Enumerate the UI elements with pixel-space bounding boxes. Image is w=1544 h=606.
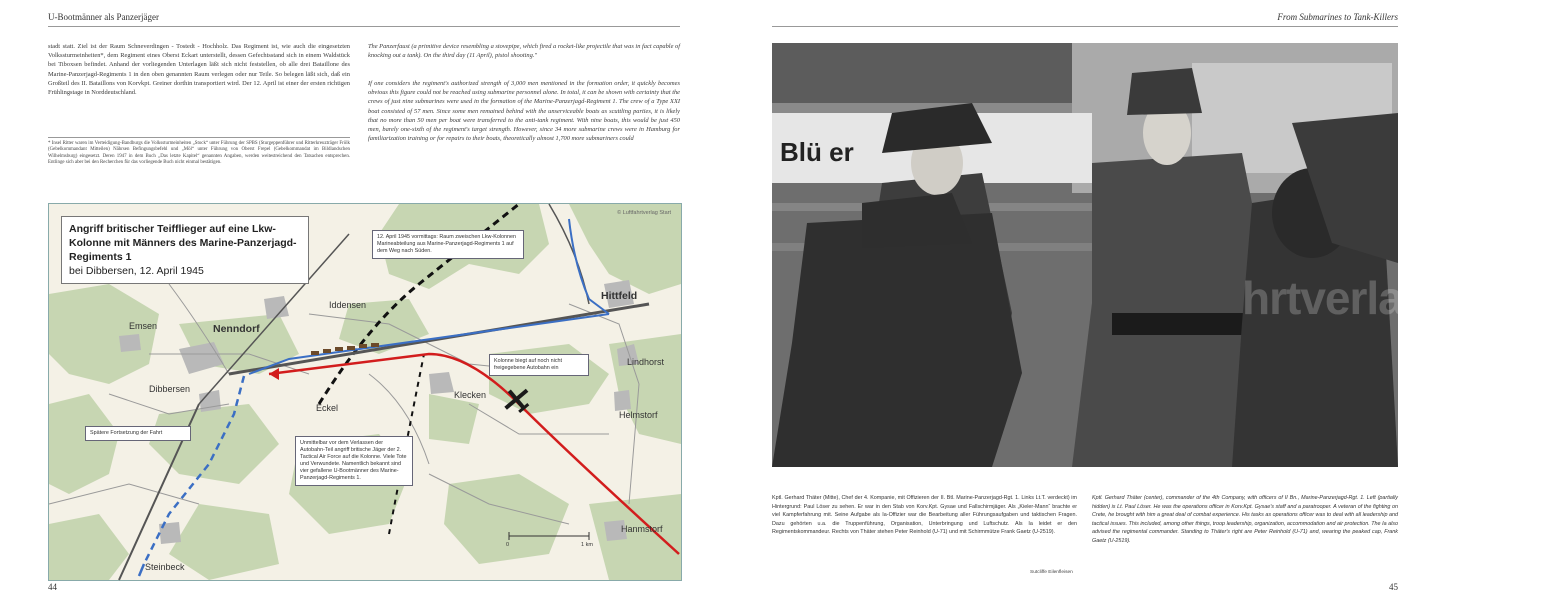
watermark-text: hrtverlag-Start <box>1242 272 1544 324</box>
photo-credit: Sutcliffe Eilenfleisen <box>1030 570 1073 575</box>
left-header-rule <box>48 26 680 27</box>
footnote-text: * Insel Ritter waren im Verteidigung-Bandburgs die Volkssturmeinheiten „Stock“ unter Führung der SPBS (Sturgeppenführer und Ritterkreuzträger Frölk (Gebelkommandant Mitteilen) Nährsen Befingungsbefehl und „Möl“ unter Führung von Oberst Frepel (Gebelkommandat im Bildlandschen Wilhelmsburg) eingesetzt. Deren 1947 in dem Buch „Das letzte Kapitel“ genannten Angaben, werden weitestreichend den Tatsachen entsprechen. Entlinge sich aber bei den Recherchen für das vorliegende Buch nicht einmal bestätigen. <box>48 141 350 165</box>
left-page-number: 44 <box>48 582 57 592</box>
place-klecken: Klecken <box>454 390 487 400</box>
left-running-header: U-Bootmänner als Panzerjäger <box>48 12 159 22</box>
station-sign-text: Blü er <box>780 137 854 167</box>
english-body-text-2: If one considers the regiment's authorized strength of 3,000 men mentioned in the formation order, it quickly becomes obvious this figure could not be reached using submarine personnel alone. In total, it can be shown with certainty that the crews of just nine submarines were used in the formation of the Marine-Panzerjagd-Regiment 1. The crew of a Type XXI boat consisted of 57 men. Since some men remained behind with the unserviceable boats as scuttling parties, it is likely that no more than 50 men per boat were transferred to the anti-tank regiment. With nine boats, this would be just 450 men, barely one-sixth of the regiment's target strength. However, since 34 more submarine crews were in Hamburg for familiarization training or for repairs to their boats, theoretically almost 1,700 more submariners could <box>368 80 680 143</box>
english-body-text-1: The Panzerfaust (a primitive device resembling a stovepipe, which fired a rocket-like projectile that was in fact capable of knocking out a tank). On the third day (11 April), pistol shooting." <box>368 43 680 60</box>
map-credit: © Luftfahrtverlag Start <box>617 210 671 216</box>
map-title <box>61 216 309 284</box>
place-lindhorst: Lindhorst <box>627 357 665 367</box>
map-title-main: Angriff britischer Teifflieger auf eine Lkw-Kolonne mit Männers des Marine-Panzerjagd-Regiments 1 <box>69 223 297 263</box>
right-header-rule <box>772 26 1398 27</box>
group-photograph <box>772 43 1544 467</box>
place-steinbeck: Steinbeck <box>145 562 185 572</box>
map-title-place: bei Dibbersen, 12. April 1945 <box>69 265 204 277</box>
place-emsen: Emsen <box>129 321 158 331</box>
photo-caption-german: Kptl. Gerhard Thäter (Mitte), Chef der 4. Kompanie, mit Offizieren der II. Btl. Marine-Panzerjagd-Rgt. 1. Links Lt.T. verdeckt) im Hintergrund: Paul Löser zu sehen. Er war in den Stab von Korv.Kpt. Gysae und Fallschirmjäger. Als „Kieler-Mann“ brachte er viel Kampferfahrung mit. Seine Aufgabe als Ia-Offizier war die Bearbeitung aller Führungsaufgaben und taktischen Fragen. Dazu gehörten u.a. die Truppenführung, Organisation, Unterbringung und Luftschutz. Als Ia leidet er den Regimentskommandeur. Rechts von Thäter stehen Peter Reinhold (U-71) und mit Schirmmütze Frank Gaetz (U-2519). <box>772 495 1077 536</box>
place-nenndorf: Nenndorf <box>213 323 260 335</box>
german-body-text: stadt statt. Ziel ist der Raum Schneverdingen - Tostedt - Hochholz. Das Regiment ist, wie auch die eingesetzten Volkssturmeinheiten*, dem Regiment eines Oberst Eckart unterstellt, dessen Gefechtsstand sich in einem Waldstück bei Tiboxsen befindet. Anhand der vorliegenden Unterlagen läßt sich nicht feststellen, ob alle drei Bataillone des Marine-Panzerjagd-Regiments 1 in den oben genannten Raum verlegen oder nur Teile. So belegen läßt sich, daß ein Großteil des II. Bataillons von Korvkpt. Greiner dorthin transportiert wird. Der 12. April ist einer der ersten richtigen Frühlingstage in Norddeutschland. <box>48 43 350 97</box>
callout-spaetere-fahrt: Spätere Fortsetzung der Fahrt <box>85 426 191 441</box>
place-iddensen: Iddensen <box>329 300 367 310</box>
callout-air-attack: Unmittelbar vor dem Verlassen der Autobahn-Teil angriff britische Jäger der 2. Tactical Air Force auf die Kolonne. Viele Tote und Verwundete. Namentlich bekannt sind vier gefallene U-Bootmänner des Marine-Panzerjagd-Regiments 1. <box>295 436 413 486</box>
place-hittfeld: Hittfeld <box>601 290 638 302</box>
attack-map <box>48 203 682 581</box>
callout-kolonne: Kolonne biegt auf noch nicht freigegebene Autobahn ein <box>489 354 589 376</box>
photo-graphic <box>772 43 1398 467</box>
photo-caption-english: Kptl. Gerhard Thäter (center), commander of the 4th Company, with officers of II Bn., Marine-Panzerjagd-Rgt. 1. Left (partially hidden) is Lt. Paul Löser. He was the operations officer in Korv.Kpt. Gysae's staff and a paratrooper. A veteran of the fighting on Crete, he brought with him a great deal of combat experience. His tasks as operations officer was to deal with all leadership and tactical issues. This included, among other things, troop leadership, organization, accommodation and air protection. The Ia also advised the regimental commander. Standing to Thäter's right are Peter Reinhold (U-71) and, wearing the peaked cap, Frank Gaetz (U-2519). <box>1092 495 1398 544</box>
callout-column-route: 12. April 1945 vormittags: Raum zweischen Lkw-Kolonnen Marineabteilung aus Marine-Panzerjagd-Regiments 1 auf dem Weg nach Süden. <box>372 230 524 259</box>
place-hanmstorf: Hanmstorf <box>621 524 663 534</box>
attack-arrowhead <box>269 368 279 380</box>
route-blue-end <box>139 564 144 576</box>
scale-km-label: 1 km <box>581 542 593 548</box>
place-helmstorf: Helmstorf <box>619 410 658 420</box>
scale-zero-label: 0 <box>506 542 510 548</box>
footnote-rule <box>48 137 350 138</box>
right-running-header: From Submarines to Tank-Killers <box>1277 12 1398 22</box>
place-eckel: Eckel <box>316 403 339 413</box>
place-dibbersen: Dibbersen <box>149 384 191 394</box>
right-page-number: 45 <box>1389 582 1398 592</box>
